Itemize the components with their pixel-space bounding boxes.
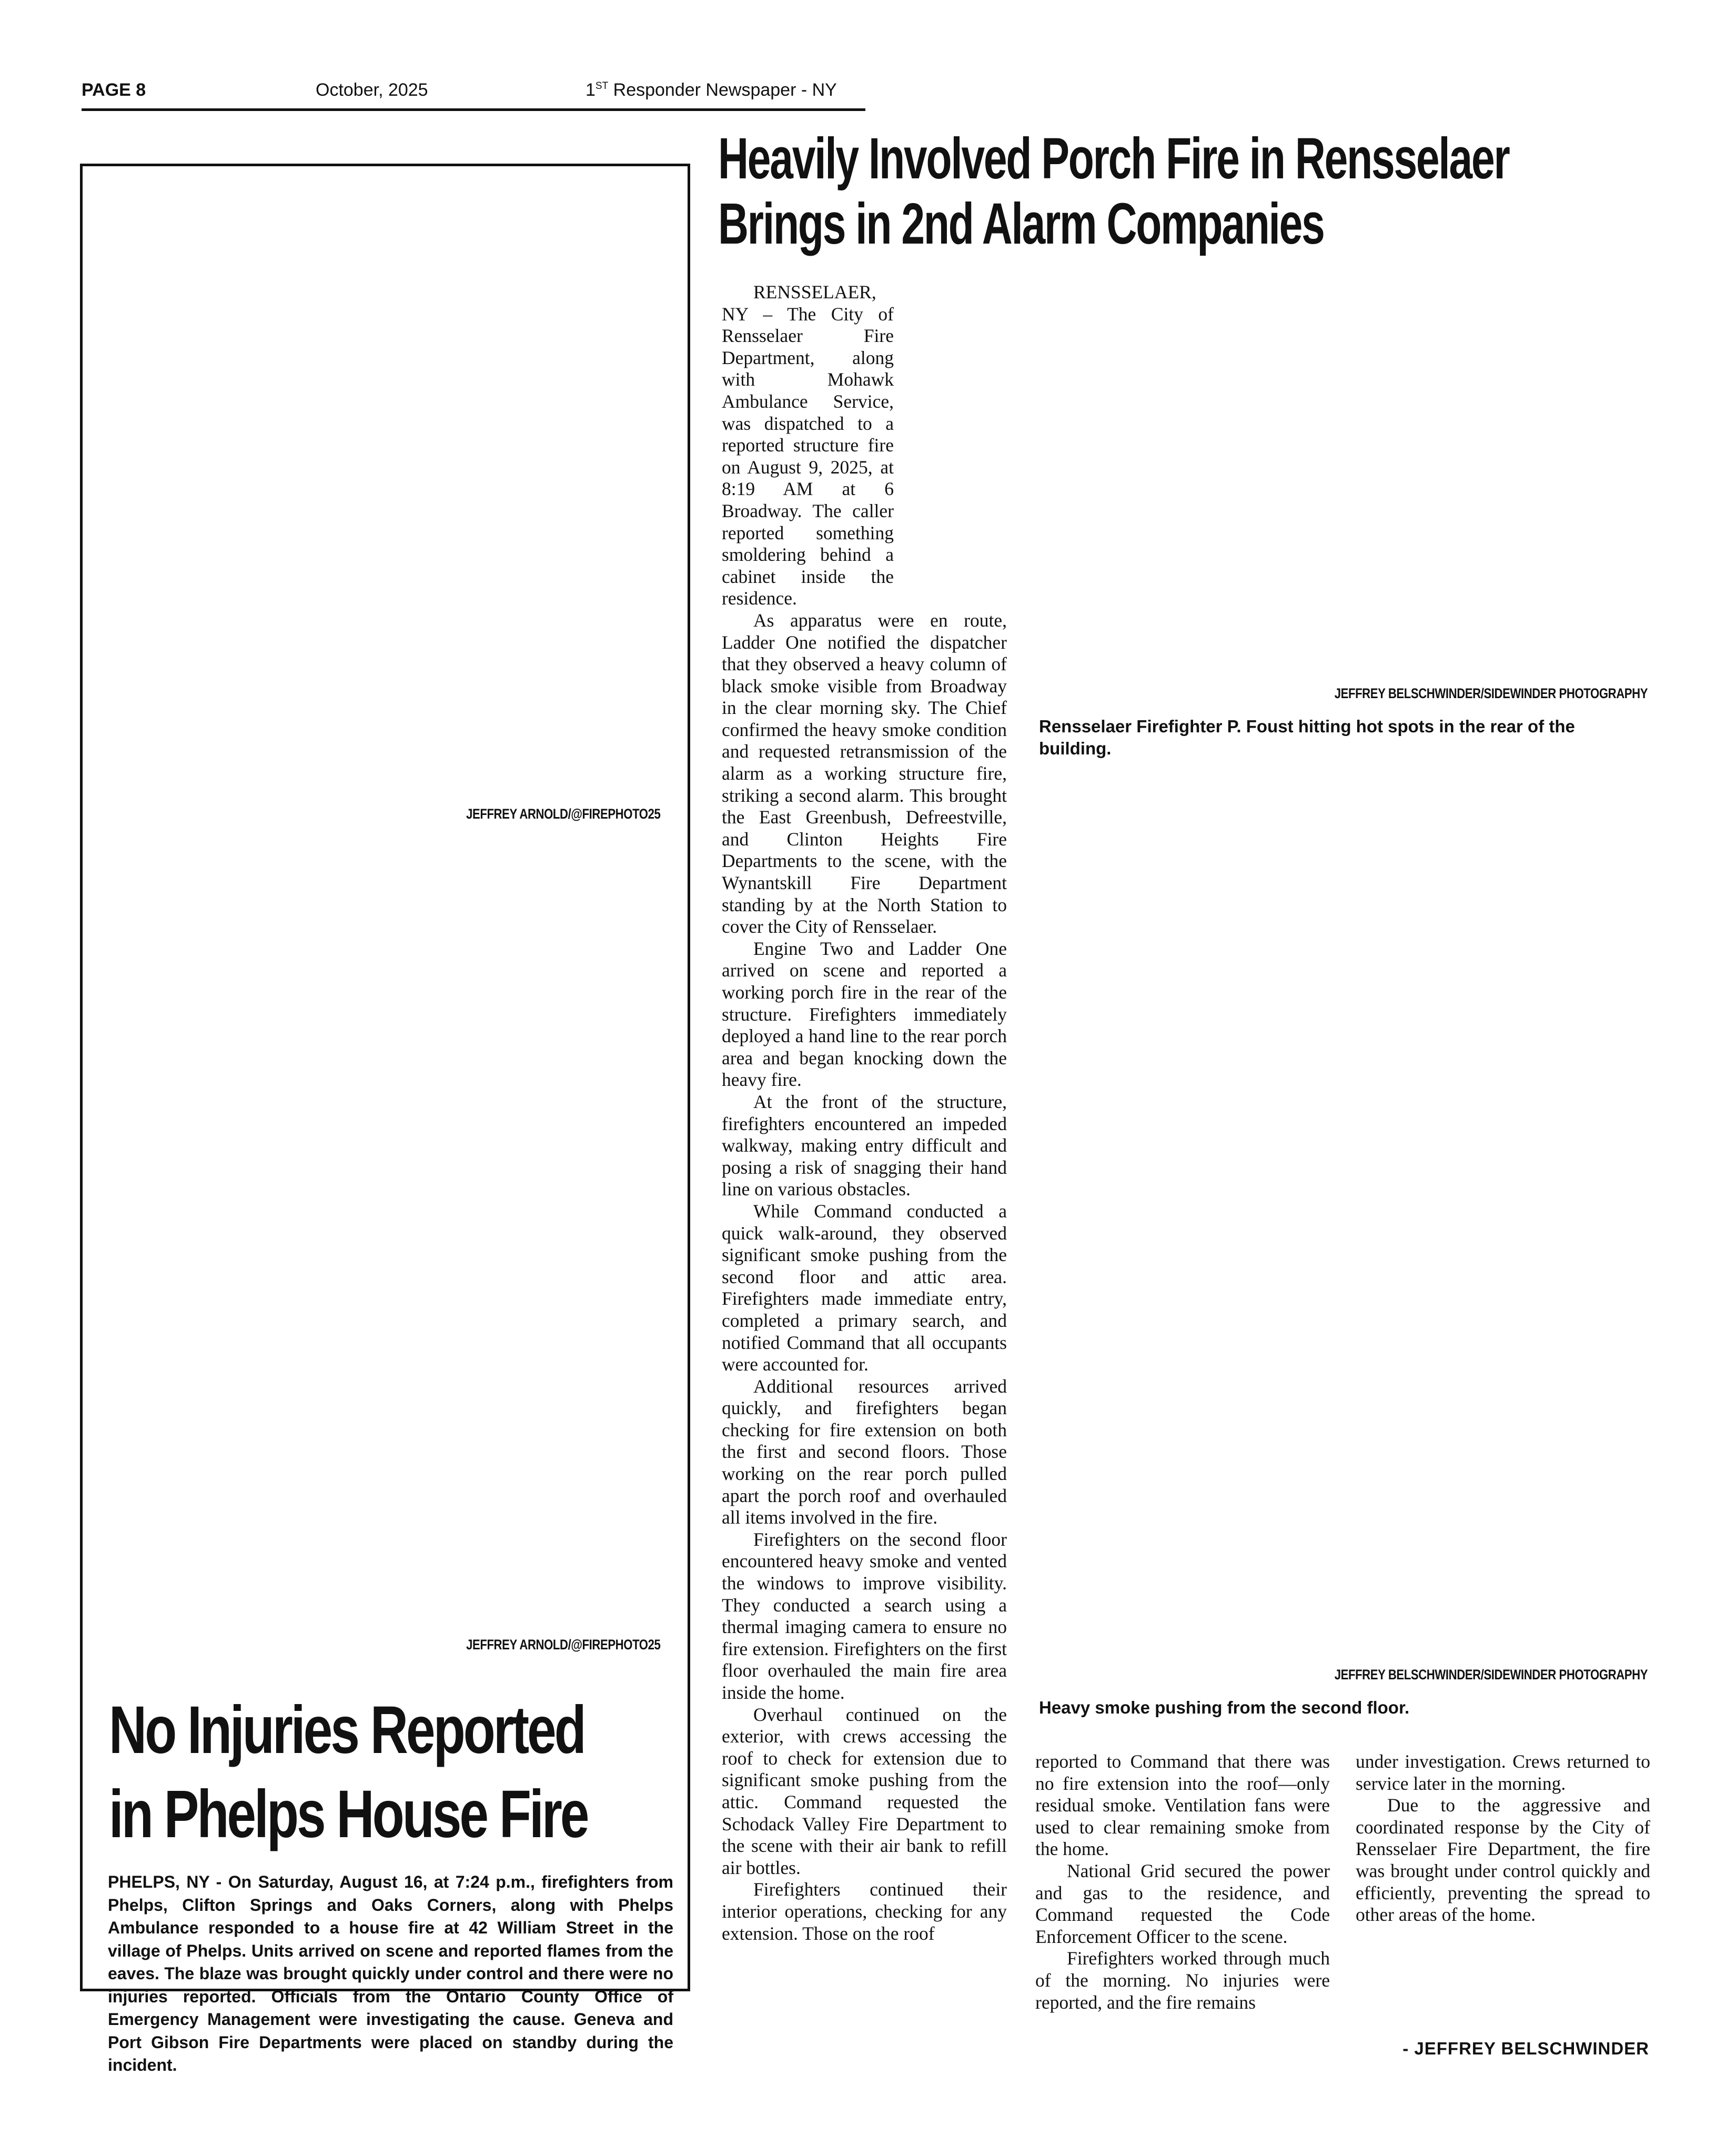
article-column-2: [1035, 1751, 1330, 2013]
photo-caption: Heavy smoke pushing from the second floor.: [1039, 1698, 1410, 1717]
article-paragraph: Due to the aggressive and coordinated response by the City of Rensselaer Fire Department, the fire was brought under control quickly and efficiently, preventing the spread to other areas of the home.: [1356, 1795, 1650, 1926]
phelps-headline-line1: No Injuries Reported: [109, 1692, 584, 1768]
page-header: [82, 80, 865, 111]
rensselaer-headline-line2: Brings in 2nd Alarm Companies: [718, 192, 1324, 256]
article-paragraph: At the front of the structure, firefighters encountered an impeded walkway, making entry difficult and posing a risk of snagging their hand line on various obstacles.: [722, 1091, 1007, 1200]
newspaper-name-prefix: 1: [586, 80, 596, 100]
phelps-headline-line2: in Phelps House Fire: [109, 1777, 588, 1852]
article-paragraph: As apparatus were en route, Ladder One notified the dispatcher that they observed a heavy column of black smoke visible from Broadway in the clear morning sky. The Chief confirmed the heavy smoke condition and requested retransmission of the alarm as a working structure fire, striking a second alarm. This brought the East Greenbush, Defreestville, and Clinton Heights Fire Departments to the scene, with the Wynantskill Fire Department standing by at the North Station to cover the City of Rensselaer.: [722, 609, 1007, 938]
article-paragraph: Firefighters continued their interior operations, checking for any extension. Those on the roof: [722, 1879, 1007, 1944]
newspaper-name: [586, 80, 837, 100]
smoke-photo: [1037, 765, 1650, 1665]
newspaper-name-superscript: ST: [595, 80, 609, 92]
photo-credit: JEFFREY ARNOLD/@FIREPHOTO25: [466, 1637, 660, 1653]
article-paragraph: RENSSELAER, NY – The City of Rensselaer Fire Department, along with Mohawk Ambulance Service, was dispatched to a reported structure fire on August 9, 2025, at 8:19 AM at 6 Broadway. The caller reported something smoldering behind a cabinet inside the residence.: [722, 281, 894, 609]
photo-credit: JEFFREY BELSCHWINDER/SIDEWINDER PHOTOGRAPHY: [1334, 1667, 1648, 1682]
rensselaer-headline-line1: Heavily Involved Porch Fire in Rensselaer: [718, 126, 1509, 191]
article-column-3: [1356, 1751, 1650, 1926]
article-paragraph: Firefighters on the second floor encountered heavy smoke and vented the windows to improve visibility. They conducted a search using a thermal imaging camera to ensure no fire extension. Firefighters on the first floor overhauled the main fire area inside the home.: [722, 1528, 1007, 1703]
photo-caption: Rensselaer Firefighter P. Foust hitting hot spots in the rear of the building.: [1039, 717, 1575, 758]
article-paragraph: Overhaul continued on the exterior, with crews accessing the roof to check for extension due to significant smoke pushing from the attic. Command requested the Schodack Valley Fire Department to the scene with their air bank to refill air bottles.: [722, 1704, 1007, 1878]
article-paragraph: Additional resources arrived quickly, and firefighters began checking for fire extension on both the first and second floors. Those working on the rear porch pulled apart the porch roof and overhauled all items involved in the fire.: [722, 1375, 1007, 1528]
author-byline: - JEFFREY BELSCHWINDER: [1402, 2039, 1649, 2058]
phelps-story-box: [80, 164, 690, 2074]
text-wrap-spacer: [894, 281, 1007, 571]
newspaper-name-rest: Responder Newspaper - NY: [608, 80, 837, 100]
phelps-story-body: PHELPS, NY - On Saturday, August 16, at 7:24 p.m., firefighters from Phelps, Clifton Springs and Oaks Corners, along with Phelps Ambulance responded to a house fire at 42 William Street in the village of Phelps. Units arrived on scene and reported flames from the eaves. The blaze was brought quickly under control and there were no injuries reported. Officials from the Ontario County Office of Emergency Management were investigating the cause. Geneva and Port Gibson Fire Departments were placed on standby during the incident.: [108, 1872, 673, 2074]
rensselaer-headline: [718, 126, 1509, 257]
photo-credit: JEFFREY ARNOLD/@FIREPHOTO25: [466, 806, 660, 822]
article-paragraph: under investigation. Crews returned to service later in the morning.: [1356, 1751, 1650, 1794]
article-paragraph: Firefighters worked through much of the morning. No injuries were reported, and the fire remains: [1035, 1948, 1330, 2013]
issue-date: October, 2025: [316, 80, 428, 100]
phelps-photo-bottom: [98, 834, 672, 1629]
photo-credit: JEFFREY BELSCHWINDER/SIDEWINDER PHOTOGRAPHY: [1334, 686, 1648, 701]
phelps-headline: [109, 1688, 588, 1857]
article-paragraph: reported to Command that there was no fire extension into the roof—only residual smoke. Ventilation fans were used to clear remaining smoke from the home.: [1035, 1751, 1330, 1860]
article-column-1: [722, 281, 1007, 1945]
article-paragraph: National Grid secured the power and gas to the residence, and Command requested the Code Enforcement Officer to the scene.: [1035, 1860, 1330, 1947]
article-paragraph: While Command conducted a quick walk-around, they observed significant smoke pushing from the second floor and attic area. Firefighters made immediate entry, completed a primary search, and notified Command that all occupants were accounted for.: [722, 1200, 1007, 1375]
phelps-photo-top: [98, 182, 672, 816]
article-paragraph: Engine Two and Ladder One arrived on scene and reported a working porch fire in the rear of the structure. Firefighters immediately deployed a hand line to the rear porch area and began knocking down the heavy fire.: [722, 938, 1007, 1091]
firefighter-photo: [1037, 281, 1650, 681]
page-number: PAGE 8: [82, 80, 146, 100]
